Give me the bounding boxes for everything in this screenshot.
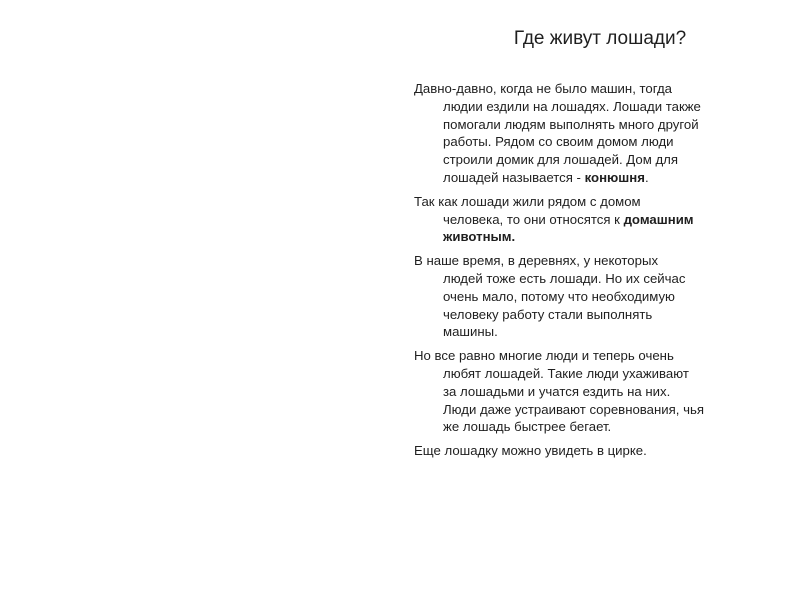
text-segment: лошадей называется -	[443, 169, 585, 185]
paragraph-3	[414, 252, 760, 341]
text-line: Давно-давно, когда не было машин, тогда	[414, 81, 673, 96]
text-line: человеку работу стали выполнять	[443, 306, 653, 322]
text-segment: .	[644, 169, 649, 185]
text-line: Еще лошадку можно увидеть в цирке.	[414, 443, 647, 459]
paragraph-2	[414, 193, 760, 246]
text-line: машины.	[443, 324, 498, 340]
text-segment: человека, то они относятся к	[443, 211, 624, 227]
text-line: Так как лошади жили рядом с домом	[414, 193, 641, 209]
keyword-domashnim: домашним	[623, 211, 694, 227]
text-line: работы. Рядом со своим домом люди	[443, 134, 674, 150]
text-line: людей тоже есть лошади. Но их сейчас	[443, 270, 686, 286]
paragraph-1	[414, 80, 760, 187]
page-title: Где живут лошади?	[513, 28, 687, 49]
text-line: В наше время, в деревнях, у некоторых	[414, 253, 659, 269]
text-line	[414, 211, 760, 229]
keyword-konyushnya: конюшня	[584, 169, 645, 185]
text-line: людии ездили на лошадях. Лошади также	[443, 98, 701, 114]
paragraph-5	[414, 442, 760, 460]
text-body	[414, 80, 760, 466]
text-line: любят лошадей. Такие люди ухаживают	[443, 365, 689, 381]
text-line: за лошадьми и учатся ездить на них.	[443, 383, 671, 399]
text-line: Люди даже устраивают соревнования, чья	[443, 401, 704, 417]
text-line	[414, 169, 760, 187]
text-line: Но все равно многие люди и теперь очень	[414, 348, 674, 364]
paragraph-4	[414, 347, 760, 436]
text-line: очень мало, потому что необходимую	[443, 288, 675, 304]
keyword-zhivotnym: животным.	[443, 229, 516, 245]
text-line: строили домик для лошадей. Дом для	[443, 152, 678, 168]
text-line: же лошадь быстрее бегает.	[443, 419, 612, 435]
text-line: помогали людям выполнять много другой	[443, 116, 699, 132]
